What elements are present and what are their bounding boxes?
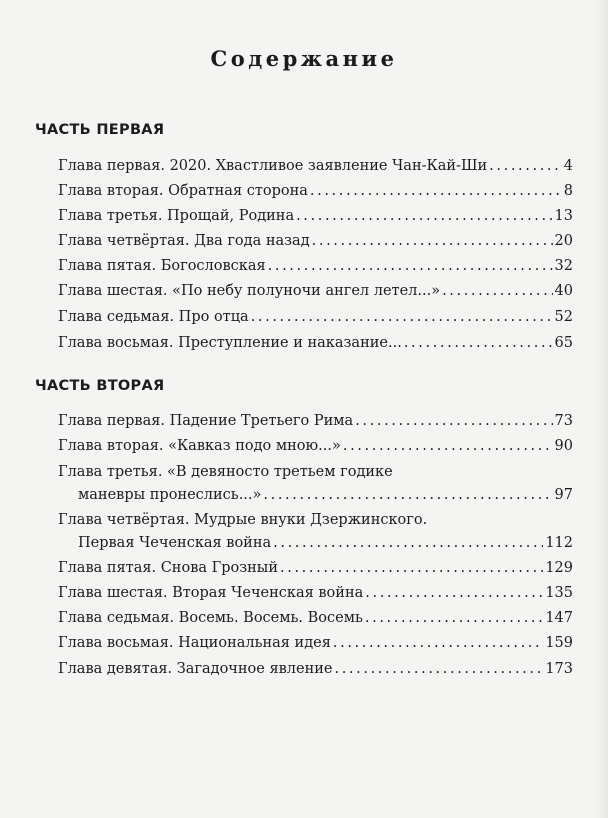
toc-entry	[58, 581, 573, 605]
entry-title: маневры пронеслись...»	[78, 487, 262, 503]
entry-page: 97	[554, 487, 573, 503]
part-heading-1: ЧАСТЬ ПЕРВАЯ	[35, 122, 165, 138]
toc-entry	[58, 204, 573, 228]
entry-title: Глава шестая. «По небу полуночи ангел летел...»	[58, 283, 441, 299]
page-edge-shadow	[594, 0, 608, 818]
entry-page: 135	[545, 585, 573, 601]
entry-page: 32	[554, 258, 573, 274]
entry-page: 13	[554, 208, 573, 224]
entry-title: Глава седьмая. Восемь. Восемь. Восемь	[58, 610, 363, 626]
toc-entry	[58, 331, 573, 355]
entry-page: 112	[545, 535, 573, 551]
toc-entry	[58, 631, 573, 655]
toc-entry	[58, 434, 573, 458]
toc-entry	[58, 305, 573, 329]
entry-title: Глава третья. Прощай, Родина	[58, 208, 295, 224]
dot-leader	[251, 305, 553, 329]
entry-title: Глава первая. Падение Третьего Рима	[58, 413, 354, 429]
toc-entry	[58, 229, 573, 253]
toc-entry	[58, 657, 573, 681]
page-title: Содержание	[210, 46, 398, 71]
entry-page: 4	[563, 158, 573, 174]
toc-entry	[58, 154, 573, 178]
dot-leader	[263, 483, 552, 507]
entry-page: 20	[554, 233, 573, 249]
dot-leader	[273, 531, 543, 555]
entry-title: Глава шестая. Вторая Чеченская война	[58, 585, 364, 601]
entry-page: 40	[554, 283, 573, 299]
entry-title: Глава пятая. Богословская	[58, 258, 266, 274]
dot-leader	[489, 154, 562, 178]
entry-title: Глава девятая. Загадочное явление	[58, 661, 333, 677]
entry-page: 52	[554, 309, 573, 325]
part-heading-2: ЧАСТЬ ВТОРАЯ	[35, 378, 165, 394]
dot-leader	[296, 204, 552, 228]
dot-leader	[310, 179, 562, 203]
dot-leader	[365, 581, 543, 605]
dot-leader	[365, 606, 543, 630]
dot-leader	[333, 631, 543, 655]
dot-leader	[355, 409, 552, 433]
entry-page: 73	[554, 413, 573, 429]
entry-page: 8	[563, 183, 573, 199]
entry-page: 90	[554, 438, 573, 454]
entry-page: 147	[545, 610, 573, 626]
dot-leader	[343, 434, 553, 458]
dot-leader	[335, 657, 544, 681]
entry-title: Глава первая. 2020. Хвастливое заявление Чан-Кай-Ши	[58, 158, 488, 174]
toc-entry	[58, 179, 573, 203]
entry-title: Глава пятая. Снова Грозный	[58, 560, 279, 576]
dot-leader	[312, 229, 553, 253]
entry-title: Первая Чеченская война	[78, 535, 272, 551]
dot-leader	[268, 254, 553, 278]
entry-title: Глава вторая. «Кавказ подо мною...»	[58, 438, 341, 454]
toc-entry	[78, 483, 573, 507]
entry-title: Глава четвёртая. Два года назад	[58, 233, 310, 249]
dot-leader	[442, 279, 552, 303]
toc-entry	[78, 531, 573, 555]
dot-leader	[280, 556, 543, 580]
entry-title: Глава восьмая. Национальная идея	[58, 635, 331, 651]
toc-entry	[58, 409, 573, 433]
toc-entry	[58, 606, 573, 630]
entry-page: 129	[545, 560, 573, 576]
entry-title-line1: Глава четвёртая. Мудрые внуки Дзержинского.	[58, 512, 428, 528]
entry-page: 159	[545, 635, 573, 651]
toc-entry	[58, 556, 573, 580]
entry-title: Глава седьмая. Про отца	[58, 309, 249, 325]
toc-entry	[58, 279, 573, 303]
entry-title: Глава восьмая. Преступление и наказание...	[58, 335, 402, 351]
dot-leader	[404, 331, 553, 355]
toc-entry	[58, 254, 573, 278]
entry-page: 65	[554, 335, 573, 351]
entry-title-line1: Глава третья. «В девяносто третьем годике	[58, 464, 393, 480]
entry-title: Глава вторая. Обратная сторона	[58, 183, 308, 199]
entry-page: 173	[545, 661, 573, 677]
